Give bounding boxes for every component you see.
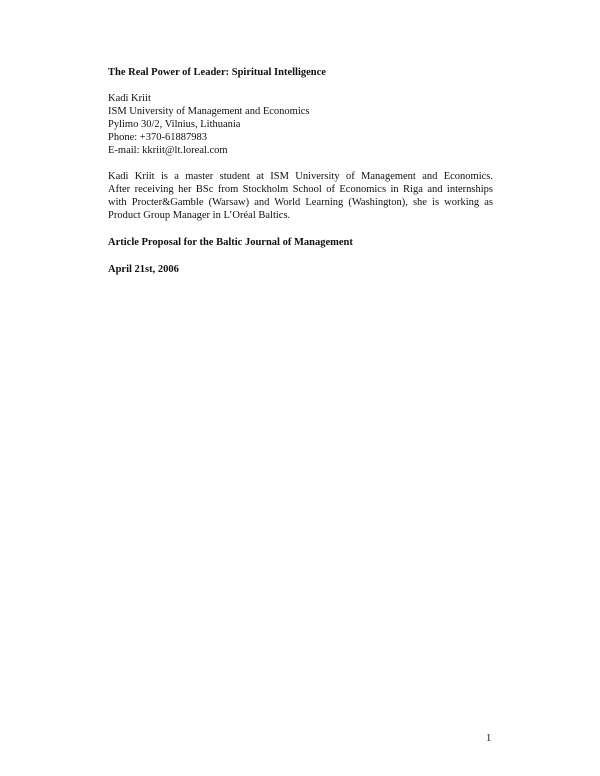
bio-line: After receiving her BSc from Stockholm School of Economics in Riga and internships — [108, 184, 493, 195]
author-block — [108, 92, 493, 157]
author-phone: Phone: +370-61887983 — [108, 132, 207, 143]
page-content — [108, 66, 493, 276]
bio-line: with Procter&Gamble (Warsaw) and World Learning (Washington), she is working as — [108, 197, 493, 208]
author-name: Kadi Kriit — [108, 93, 151, 104]
document-title: The Real Power of Leader: Spiritual Intelligence — [108, 67, 326, 78]
page-number: 1 — [486, 733, 492, 744]
document-date: April 21st, 2006 — [108, 264, 179, 275]
author-address: Pylimo 30/2, Vilnius, Lithuania — [108, 119, 241, 130]
bio-line: Product Group Manager in L’Oréal Baltics. — [108, 210, 291, 221]
bio-line: Kadi Kriit is a master student at ISM University of Management and Economics. — [108, 171, 493, 182]
author-email: E-mail: kkriit@lt.loreal.com — [108, 145, 228, 156]
author-bio — [108, 170, 493, 222]
author-institution: ISM University of Management and Economics — [108, 106, 310, 117]
proposal-heading: Article Proposal for the Baltic Journal of Management — [108, 237, 353, 248]
